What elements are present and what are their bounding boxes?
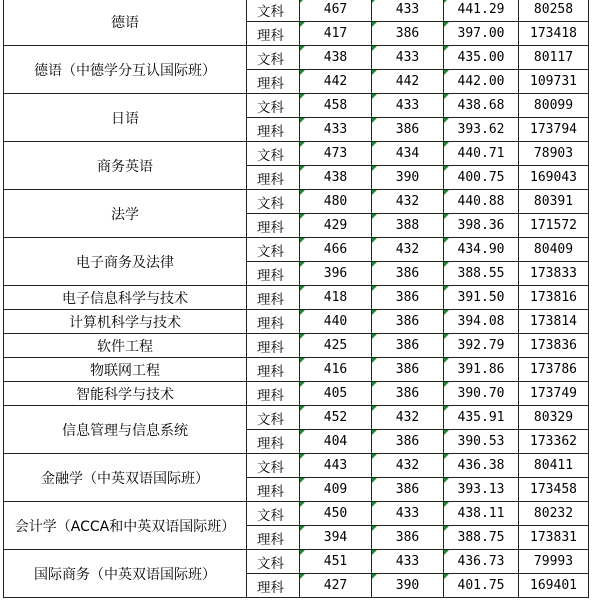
avg-score-cell[interactable]: 390.70	[444, 382, 519, 406]
major-name-cell[interactable]: 计算机科学与技术	[4, 310, 247, 334]
avg-score-cell[interactable]: 401.75	[444, 574, 519, 598]
min-score-cell[interactable]: 386	[372, 118, 444, 142]
avg-score-cell[interactable]: 390.53	[444, 430, 519, 454]
major-name-cell[interactable]: 电子商务及法律	[4, 238, 247, 286]
min-score-cell[interactable]: 386	[372, 358, 444, 382]
table-row	[4, 0, 589, 22]
track-cell[interactable]: 文科	[247, 406, 300, 430]
major-name-cell[interactable]: 会计学（ACCA和中英双语国际班）	[4, 502, 247, 550]
table-row	[4, 358, 589, 382]
min-score-cell[interactable]: 433	[372, 550, 444, 574]
avg-score-cell[interactable]: 436.73	[444, 550, 519, 574]
max-score-cell[interactable]: 458	[300, 94, 372, 118]
major-name-cell[interactable]: 日语	[4, 94, 247, 142]
track-cell[interactable]: 理科	[247, 334, 300, 358]
min-score-cell[interactable]: 433	[372, 0, 444, 22]
rank-cell[interactable]: 80329	[519, 406, 589, 430]
avg-score-cell[interactable]: 435.91	[444, 406, 519, 430]
avg-score-cell[interactable]: 440.88	[444, 190, 519, 214]
track-cell[interactable]: 理科	[247, 166, 300, 190]
max-score-cell[interactable]: 427	[300, 574, 372, 598]
max-score-cell[interactable]: 404	[300, 430, 372, 454]
rank-cell[interactable]: 80391	[519, 190, 589, 214]
rank-cell[interactable]: 80411	[519, 454, 589, 478]
rank-cell[interactable]: 171572	[519, 214, 589, 238]
max-score-cell[interactable]: 467	[300, 0, 372, 22]
min-score-cell[interactable]: 433	[372, 46, 444, 70]
rank-cell[interactable]: 173749	[519, 382, 589, 406]
avg-score-cell[interactable]: 392.79	[444, 334, 519, 358]
table-row	[4, 286, 589, 310]
major-name-cell[interactable]: 商务英语	[4, 142, 247, 190]
min-score-cell[interactable]: 434	[372, 142, 444, 166]
min-score-cell[interactable]: 386	[372, 286, 444, 310]
table-row	[4, 142, 589, 166]
rank-cell[interactable]: 109731	[519, 70, 589, 94]
avg-score-cell[interactable]: 391.50	[444, 286, 519, 310]
track-cell[interactable]: 文科	[247, 238, 300, 262]
min-score-cell[interactable]: 386	[372, 526, 444, 550]
max-score-cell[interactable]: 443	[300, 454, 372, 478]
min-score-cell[interactable]: 386	[372, 478, 444, 502]
avg-score-cell[interactable]: 398.36	[444, 214, 519, 238]
min-score-cell[interactable]: 432	[372, 454, 444, 478]
max-score-cell[interactable]: 440	[300, 310, 372, 334]
avg-score-cell[interactable]: 438.68	[444, 94, 519, 118]
max-score-cell[interactable]: 417	[300, 22, 372, 46]
min-score-cell[interactable]: 386	[372, 334, 444, 358]
major-name-cell[interactable]: 国际商务（中英双语国际班）	[4, 550, 247, 598]
rank-cell[interactable]: 173833	[519, 262, 589, 286]
major-name-cell[interactable]: 金融学（中英双语国际班）	[4, 454, 247, 502]
avg-score-cell[interactable]: 400.75	[444, 166, 519, 190]
avg-score-cell[interactable]: 397.00	[444, 22, 519, 46]
track-cell[interactable]: 文科	[247, 454, 300, 478]
avg-score-cell[interactable]: 394.08	[444, 310, 519, 334]
table-row	[4, 382, 589, 406]
avg-score-cell[interactable]: 438.11	[444, 502, 519, 526]
rank-cell[interactable]: 173794	[519, 118, 589, 142]
track-cell[interactable]: 理科	[247, 430, 300, 454]
track-cell[interactable]: 文科	[247, 0, 300, 22]
rank-cell[interactable]: 80232	[519, 502, 589, 526]
rank-cell[interactable]: 80117	[519, 46, 589, 70]
max-score-cell[interactable]: 451	[300, 550, 372, 574]
avg-score-cell[interactable]: 440.71	[444, 142, 519, 166]
min-score-cell[interactable]: 390	[372, 574, 444, 598]
rank-cell[interactable]: 173831	[519, 526, 589, 550]
table-row	[4, 190, 589, 214]
table-row	[4, 454, 589, 478]
max-score-cell[interactable]: 425	[300, 334, 372, 358]
max-score-cell[interactable]: 396	[300, 262, 372, 286]
table-row	[4, 238, 589, 262]
major-name-cell[interactable]: 信息管理与信息系统	[4, 406, 247, 454]
track-cell[interactable]: 文科	[247, 190, 300, 214]
track-cell[interactable]: 文科	[247, 502, 300, 526]
max-score-cell[interactable]: 429	[300, 214, 372, 238]
max-score-cell[interactable]: 480	[300, 190, 372, 214]
avg-score-cell[interactable]: 393.13	[444, 478, 519, 502]
avg-score-cell[interactable]: 434.90	[444, 238, 519, 262]
max-score-cell[interactable]: 452	[300, 406, 372, 430]
min-score-cell[interactable]: 386	[372, 22, 444, 46]
major-name-cell[interactable]: 物联网工程	[4, 358, 247, 382]
avg-score-cell[interactable]: 388.55	[444, 262, 519, 286]
max-score-cell[interactable]: 405	[300, 382, 372, 406]
rank-cell[interactable]: 80409	[519, 238, 589, 262]
table-row	[4, 550, 589, 574]
avg-score-cell[interactable]: 435.00	[444, 46, 519, 70]
min-score-cell[interactable]: 432	[372, 406, 444, 430]
track-cell[interactable]: 理科	[247, 118, 300, 142]
track-cell[interactable]: 理科	[247, 214, 300, 238]
max-score-cell[interactable]: 409	[300, 478, 372, 502]
track-cell[interactable]: 文科	[247, 550, 300, 574]
track-cell[interactable]: 理科	[247, 262, 300, 286]
track-cell[interactable]: 文科	[247, 142, 300, 166]
table-row	[4, 334, 589, 358]
min-score-cell[interactable]: 386	[372, 262, 444, 286]
max-score-cell[interactable]: 450	[300, 502, 372, 526]
rank-cell[interactable]: 173786	[519, 358, 589, 382]
min-score-cell[interactable]: 442	[372, 70, 444, 94]
min-score-cell[interactable]: 432	[372, 190, 444, 214]
avg-score-cell[interactable]: 441.29	[444, 0, 519, 22]
track-cell[interactable]: 理科	[247, 310, 300, 334]
min-score-cell[interactable]: 432	[372, 238, 444, 262]
rank-cell[interactable]: 169043	[519, 166, 589, 190]
table-row	[4, 406, 589, 430]
rank-cell[interactable]: 80099	[519, 94, 589, 118]
table-row	[4, 94, 589, 118]
min-score-cell[interactable]: 386	[372, 430, 444, 454]
avg-score-cell[interactable]: 391.86	[444, 358, 519, 382]
major-name-cell[interactable]: 德语	[4, 0, 247, 46]
max-score-cell[interactable]: 466	[300, 238, 372, 262]
rank-cell[interactable]: 78903	[519, 142, 589, 166]
max-score-cell[interactable]: 433	[300, 118, 372, 142]
max-score-cell[interactable]: 442	[300, 70, 372, 94]
max-score-cell[interactable]: 416	[300, 358, 372, 382]
track-cell[interactable]: 理科	[247, 22, 300, 46]
track-cell[interactable]: 文科	[247, 46, 300, 70]
min-score-cell[interactable]: 388	[372, 214, 444, 238]
track-cell[interactable]: 理科	[247, 382, 300, 406]
max-score-cell[interactable]: 418	[300, 286, 372, 310]
major-name-cell[interactable]: 法学	[4, 190, 247, 238]
max-score-cell[interactable]: 473	[300, 142, 372, 166]
table-row	[4, 310, 589, 334]
track-cell[interactable]: 理科	[247, 286, 300, 310]
rank-cell[interactable]: 169401	[519, 574, 589, 598]
track-cell[interactable]: 理科	[247, 574, 300, 598]
table-row	[4, 46, 589, 70]
avg-score-cell[interactable]: 388.75	[444, 526, 519, 550]
max-score-cell[interactable]: 438	[300, 46, 372, 70]
rank-cell[interactable]: 80258	[519, 0, 589, 22]
rank-cell[interactable]: 79993	[519, 550, 589, 574]
rank-cell[interactable]: 173418	[519, 22, 589, 46]
admission-score-table	[3, 0, 589, 598]
avg-score-cell[interactable]: 442.00	[444, 70, 519, 94]
avg-score-cell[interactable]: 436.38	[444, 454, 519, 478]
min-score-cell[interactable]: 386	[372, 382, 444, 406]
max-score-cell[interactable]: 394	[300, 526, 372, 550]
min-score-cell[interactable]: 433	[372, 94, 444, 118]
min-score-cell[interactable]: 386	[372, 310, 444, 334]
major-name-cell[interactable]: 德语（中德学分互认国际班）	[4, 46, 247, 94]
max-score-cell[interactable]: 438	[300, 166, 372, 190]
major-name-cell[interactable]: 电子信息科学与技术	[4, 286, 247, 310]
avg-score-cell[interactable]: 393.62	[444, 118, 519, 142]
track-cell[interactable]: 文科	[247, 94, 300, 118]
track-cell[interactable]: 理科	[247, 526, 300, 550]
major-name-cell[interactable]: 智能科学与技术	[4, 382, 247, 406]
rank-cell[interactable]: 173458	[519, 478, 589, 502]
table-row	[4, 502, 589, 526]
rank-cell[interactable]: 173836	[519, 334, 589, 358]
rank-cell[interactable]: 173816	[519, 286, 589, 310]
min-score-cell[interactable]: 433	[372, 502, 444, 526]
track-cell[interactable]: 理科	[247, 358, 300, 382]
rank-cell[interactable]: 173362	[519, 430, 589, 454]
rank-cell[interactable]: 173814	[519, 310, 589, 334]
min-score-cell[interactable]: 390	[372, 166, 444, 190]
track-cell[interactable]: 理科	[247, 70, 300, 94]
major-name-cell[interactable]: 软件工程	[4, 334, 247, 358]
track-cell[interactable]: 理科	[247, 478, 300, 502]
